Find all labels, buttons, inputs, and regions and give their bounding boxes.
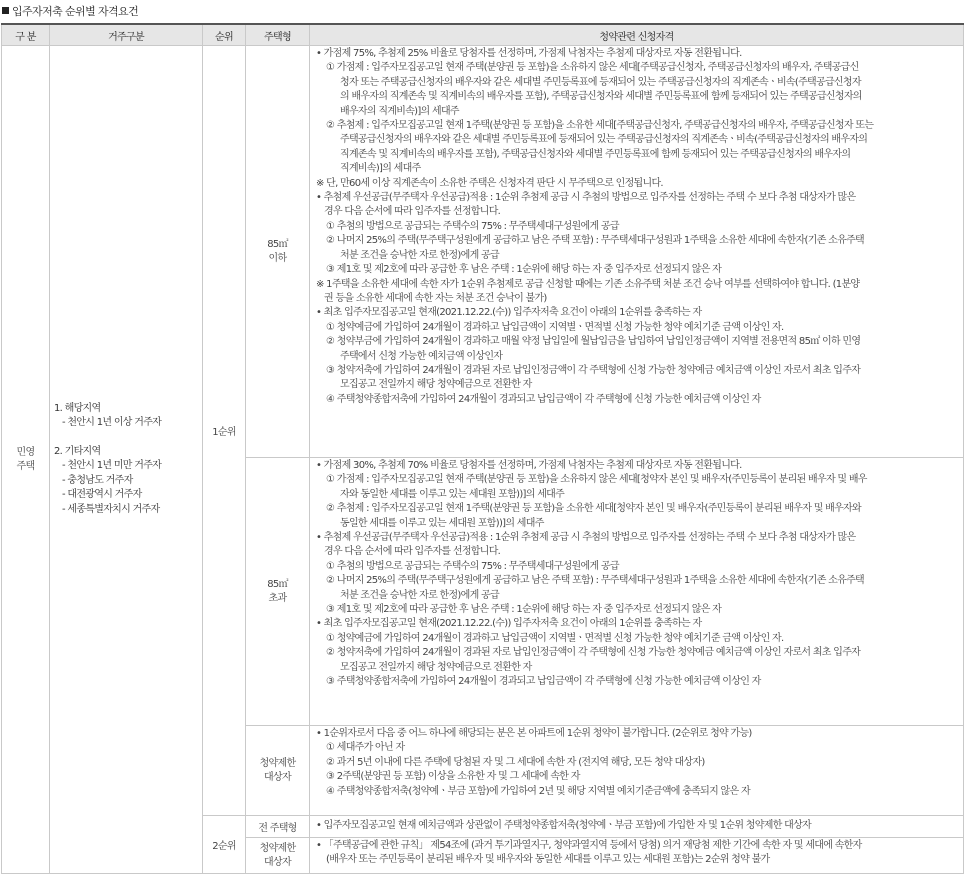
text-line: • 입주자모집공고일 현재 예치금액과 상관없이 주택청약종합저축(청약예ㆍ부금 포함)에 가입한 자 및 1순위 청약제한 대상자 [316, 820, 812, 832]
text-line: 경우 다음 순서에 따라 입주자를 선정합니다. [324, 546, 501, 558]
text-line: ④ 주택청약종합저축(청약예ㆍ부금 포함)에 가입하여 2년 및 해당 지역별 예치기준금액에 충족되지 않은 자 [326, 785, 750, 797]
text-line: • 추첨제 우선공급(무주택자 우선공급)적용 : 1순위 추첨제 공급 시 추첨의 방법으로 입주자를 선정하는 주택 수 보다 추첨 대상자가 많은 [316, 532, 856, 544]
text-line: ① 가점제 : 입주자모집공고일 현재 주택(분양권 등 포함)을 소유하지 않은 세대[청약자 본인 및 배우자(주민등록이 분리된 배우자 및 배우 [326, 474, 867, 486]
header-rank: 순위 [203, 24, 246, 46]
text-line: ① 청약예금에 가입하여 24개월이 경과하고 납입금액이 지역별ㆍ면적별 신청 가능한 청약 예치기준 금액 이상인 자. [326, 632, 784, 644]
text-line: ※ 단, 만60세 이상 직계존속이 소유한 주택은 신청자격 판단 시 무주택으로 인정됩니다. [316, 177, 663, 189]
text-line: ③ 제1호 및 제2호에 따라 공급한 후 남은 주택 : 1순위에 해당 하는 자 중 입주자로 선정되지 않은 자 [326, 264, 722, 276]
type-85-below: 85㎡ 이하 [246, 46, 310, 458]
qual-restricted [310, 726, 964, 816]
text-line: 경우 다음 순서에 따라 입주자를 선정합니다. [324, 206, 501, 218]
text-line: • 가점제 75%, 추첨제 25% 비율로 당첨자를 선정하며, 가점제 낙첨자는 추첨제 대상자로 자동 전환됩니다. [316, 48, 742, 59]
text-line: 배우자의 직계비속)]의 세대주 [340, 105, 459, 117]
text-line: 모집공고 전일까지 해당 청약예금으로 전환한 자 [340, 661, 532, 673]
text-line: • 최초 입주자모집공고일 현재(2021.12.22.(수)) 입주자저축 요건이 아래의 1순위를 충족하는 자 [316, 307, 702, 319]
text-line: 주택공급신청자의 배우자와 같은 세대별 주민등록표에 등재되어 있는 주택공급신청자의 직계존속ㆍ비속(주택공급신청자의 배우자의 [340, 134, 868, 146]
text-line: ② 나머지 25%의 주택(무주택구성원에게 공급하고 남은 주택 포함) : 무주택세대구성원과 1주택을 소유한 세대에 속한자(기존 소유주택 [326, 235, 864, 247]
header-row [2, 24, 964, 46]
text-line: ① 가점제 : 입주자모집공고일 현재 주택(분양권 등 포함)을 소유하지 않은 세대[주택공급신청자, 주택공급신청자의 배우자, 주택공급신 [326, 62, 859, 74]
text-line: • 최초 입주자모집공고일 현재(2021.12.22.(수)) 입주자저축 요건이 아래의 1순위를 충족하는 자 [316, 618, 702, 630]
type-all: 전 주택형 [246, 816, 310, 838]
qualification-table [1, 23, 964, 874]
rank1-cell: 1순위 [203, 46, 246, 816]
square-bullet-icon [2, 7, 9, 14]
section-title [2, 3, 138, 19]
text-line: ③ 청약저축에 가입하여 24개월이 경과된 자로 납입인정금액이 각 주택형에 신청 가능한 청약예금 예치금액 이상인 자로서 최초 입주자 [326, 364, 861, 376]
text-line: ① 청약예금에 가입하여 24개월이 경과하고 납입금액이 지역별ㆍ면적별 신청 가능한 청약 예치기준 금액 이상인 자. [326, 321, 784, 333]
text-line: • 1순위자로서 다음 중 어느 하나에 해당되는 분은 본 아파트에 1순위 청약이 불가합니다. (2순위로 청약 가능) [316, 728, 752, 739]
text-line: • 추첨제 우선공급(무주택자 우선공급)적용 : 1순위 추첨제 공급 시 추첨의 방법으로 입주자를 선정하는 주택 수 보다 추첨 대상자가 많은 [316, 192, 856, 204]
category-cell: 민영 주택 [2, 46, 50, 874]
text-line: ① 추첨의 방법으로 공급되는 주택수의 75% : 무주택세대구성원에게 공급 [326, 560, 619, 572]
header-residence: 거주구분 [50, 24, 203, 46]
qual-rank2-restricted [310, 838, 964, 874]
text-line: 직계존속 및 직계비속의 배우자를 포함), 주택공급신청자와 세대별 주민등록표에 함께 등재되어 있는 주택공급신청자의 배우자의 [340, 148, 851, 160]
text-line: ② 나머지 25%의 주택(무주택구성원에게 공급하고 남은 주택 포함) : 무주택세대구성원과 1주택을 소유한 세대에 속한자(기존 소유주택 [326, 575, 864, 587]
text-line: • 가점제 30%, 추첨제 70% 비율로 당첨자를 선정하며, 가점제 낙첨자는 추첨제 대상자로 자동 전환됩니다. [316, 460, 742, 471]
text-line: 처분 조건을 승낙한 자로 한정)에게 공급 [340, 249, 499, 261]
header-category: 구 분 [2, 24, 50, 46]
text-line: 동일한 세대를 이루고 있는 세대원 포함))]의 세대주 [340, 517, 544, 529]
text-line: ① 세대주가 아닌 자 [326, 742, 405, 754]
section-title-text: 입주자저축 순위별 자격요건 [12, 5, 139, 18]
type-restricted: 청약제한 대상자 [246, 726, 310, 816]
text-line: ② 청약저축에 가입하여 24개월이 경과된 자로 납입인정금액이 각 주택형에 신청 가능한 청약예금 예치금액 이상인 자로서 최초 입주자 [326, 647, 861, 659]
text-line: ③ 2주택(분양권 등 포함) 이상을 소유한 자 및 그 세대에 속한 자 [326, 771, 580, 783]
rank2-cell: 2순위 [203, 816, 246, 874]
header-qualification: 청약관련 신청자격 [310, 24, 964, 46]
text-line: ④ 주택청약종합저축에 가입하여 24개월이 경과되고 납입금액이 각 주택형에 신청 가능한 예치금액 이상인 자 [326, 393, 761, 405]
text-line: 직계비속)]의 세대주 [340, 163, 421, 175]
type-85-above: 85㎡ 초과 [246, 458, 310, 726]
text-line: ③ 주택청약종합저축에 가입하여 24개월이 경과되고 납입금액이 각 주택형에 신청 가능한 예치금액 이상인 자 [326, 676, 761, 688]
text-line: ② 과거 5년 이내에 다른 주택에 당첨된 자 및 그 세대에 속한 자 (전지역 해당, 모든 청약 대상자) [326, 756, 705, 768]
text-line: ② 청약부금에 가입하여 24개월이 경과하고 매월 약정 납입일에 월납입금을 납입하여 납입인정금액이 지역별 전용면적 85㎡ 이하 민영 [326, 336, 861, 348]
type-restricted-2: 청약제한 대상자 [246, 838, 310, 874]
text-line: (배우자 또는 주민등록이 분리된 배우자 및 배우자와 동일한 세대를 이루고 있는 세대원 포함)는 2순위 청약 불가 [326, 854, 770, 866]
qual-85-below [310, 46, 964, 458]
text-line: ② 추첨제 : 입주자모집공고일 현재 1주택(분양권 등 포함)을 소유한 세대[주택공급신청자, 주택공급신청자의 배우자, 주택공급신청자 또는 [326, 120, 874, 132]
text-line: ※ 1주택을 소유한 세대에 속한 자가 1순위 추첨제로 공급 신청할 때에는 기존 소유주택 처분 조건 승낙 여부를 선택하여야 합니다. (1분양 [316, 278, 860, 290]
header-house-type: 주택형 [246, 24, 310, 46]
qual-85-above [310, 458, 964, 726]
text-line: 처분 조건을 승낙한 자로 한정)에게 공급 [340, 589, 499, 601]
text-line: ① 추첨의 방법으로 공급되는 주택수의 75% : 무주택세대구성원에게 공급 [326, 220, 619, 232]
residence-cell: 1. 해당지역 - 천안시 1년 이상 거주자 2. 기타지역 - 천안시 1년 미만 거주자 - 충청남도 거주자 - 대전광역시 거주자 - 세종특별자치시 거주자 [50, 46, 203, 874]
text-line: 모집공고 전일까지 해당 청약예금으로 전환한 자 [340, 379, 532, 391]
text-line: 주택에서 신청 가능한 예치금액 이상인자 [340, 350, 503, 362]
text-line: 권 등을 소유한 세대에 속한 자는 처분 조건 승낙이 불가) [324, 292, 547, 304]
text-line: 청자 또는 주택공급신청자의 배우자와 같은 세대별 주민등록표에 등재되어 있는 주택공급신청자의 직계존속ㆍ비속(주택공급신청자 [340, 76, 861, 88]
text-line: ② 추첨제 : 입주자모집공고일 현재 1주택(분양권 등 포함)을 소유한 세대[청약자 본인 및 배우자(주민등록이 분리된 배우자 및 배우자와 [326, 503, 861, 515]
table-row [2, 46, 964, 458]
text-line: 자와 동일한 세대를 이루고 있는 세대원 포함))]의 세대주 [340, 488, 565, 500]
qual-rank2-all [310, 816, 964, 838]
text-line: ③ 제1호 및 제2호에 따라 공급한 후 남은 주택 : 1순위에 해당 하는 자 중 입주자로 선정되지 않은 자 [326, 604, 722, 616]
text-line: 의 배우자의 직계존속 및 직계비속의 배우자를 포함), 주택공급신청자와 세대별 주민등록표에 함께 등재되어 있는 주택공급신청자의 [340, 91, 862, 103]
text-line: • 「주택공급에 관한 규칙」 제54조에 (과거 투기과열지구, 청약과열지역 등에서 당첨) 의거 재당첨 제한 기간에 속한 자 및 세대에 속한자 [316, 840, 862, 851]
